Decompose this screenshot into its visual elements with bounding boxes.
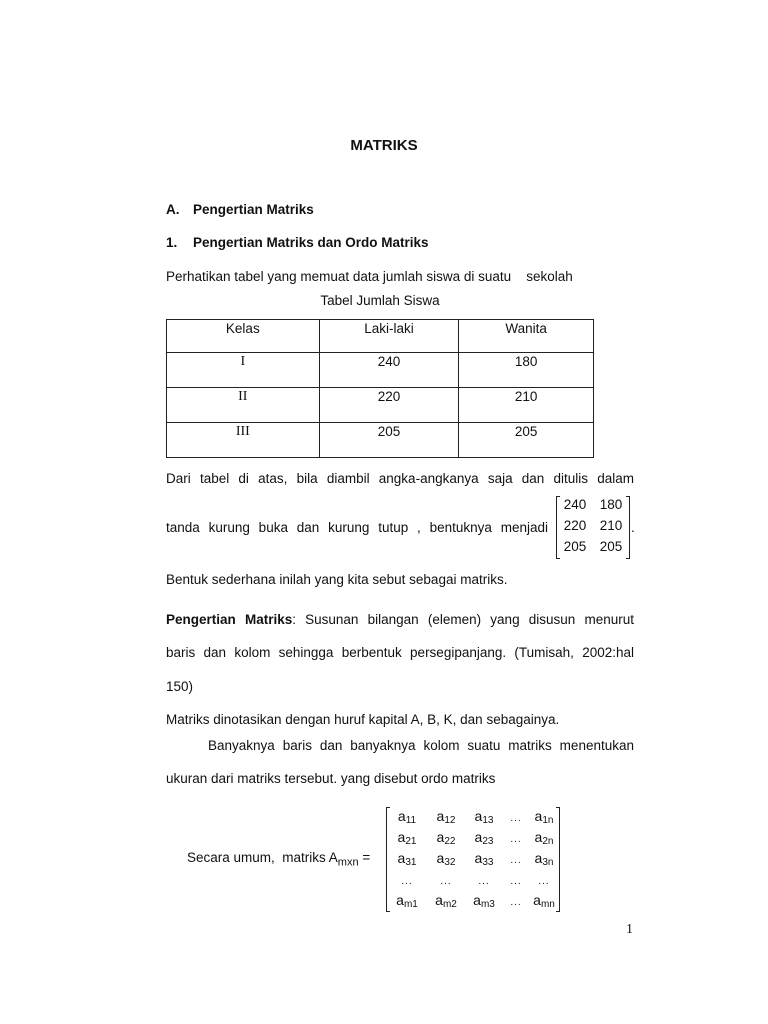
matrix-cell: ... (510, 876, 522, 887)
table-row (167, 353, 594, 388)
paragraph-text: Bentuk sederhana inilah yang kita sebut sebagai matriks. (166, 572, 508, 587)
paragraph-line: Banyaknya baris dan banyaknya kolom suatu matriks menentukan (208, 738, 634, 753)
table-row (167, 388, 594, 423)
table-cell: 240 (319, 353, 459, 388)
table-cell: I (167, 353, 320, 388)
table-cell: 205 (459, 423, 594, 458)
matrix-cell: $a_{11}$ (397, 808, 417, 826)
matrix-cell: $a_{3n}$ (534, 850, 554, 868)
matrix-cell: 205 (599, 539, 623, 554)
matrix-cell: $a_{2n}$ (534, 829, 554, 847)
table-header-row (167, 320, 594, 353)
matrix-cell: 210 (599, 518, 623, 533)
page-number: 1 (626, 922, 633, 937)
paragraph-line: tanda kurung buka dan kurung tutup , bentuknya menjadi (166, 520, 548, 535)
matrix-cell: $a_{13}$ (474, 808, 494, 826)
table-cell: 210 (459, 388, 594, 423)
matrix-cell: ... (401, 876, 413, 887)
subsection-heading (166, 235, 429, 250)
matrix-cell: 240 (563, 497, 587, 512)
matrix-cell: 180 (599, 497, 623, 512)
matrix-cell: ... (538, 876, 550, 887)
table-cell: III (167, 423, 320, 458)
equals-sign: = (362, 850, 371, 865)
subsection-title: Pengertian Matriks dan Ordo Matriks (193, 235, 429, 250)
matrix-cell: $a_{32}$ (436, 850, 456, 868)
general-label-text: Secara umum, matriks A (187, 850, 338, 865)
paragraph-line: Dari tabel di atas, bila diambil angka-angkanya saja dan ditulis dalam (166, 471, 634, 486)
matrix-cell: $a_{22}$ (436, 829, 456, 847)
matrix-cell: 220 (563, 518, 587, 533)
section-heading (166, 202, 314, 217)
matrix-cell: $a_{12}$ (436, 808, 456, 826)
matrix-cell: $a_{m1}$ (396, 892, 418, 910)
matrix-cell: $a_{21}$ (397, 829, 417, 847)
intro-text: Perhatikan tabel yang memuat data jumlah siswa di suatu sekolah (166, 269, 573, 284)
matrix-cell: $a_{1n}$ (534, 808, 554, 826)
student-table (166, 319, 594, 458)
definition-line: 150) (166, 679, 194, 694)
paragraph-text: Matriks dinotasikan dengan huruf kapital A, B, K, dan sebagainya. (166, 712, 560, 727)
matrix-cell: ... (478, 876, 490, 887)
matrix-cell: ... (510, 834, 522, 845)
definition-line (166, 612, 634, 627)
matrix-cell: $a_{33}$ (474, 850, 494, 868)
matrix-cell: ... (510, 897, 522, 908)
header-cell: Laki-laki (319, 320, 459, 353)
header-cell: Kelas (167, 320, 320, 353)
definition-line: baris dan kolom sehingga berbentuk persegipanjang. (Tumisah, 2002:hal (166, 645, 634, 660)
paragraph-line: ukuran dari matriks tersebut. yang disebut ordo matriks (166, 771, 496, 786)
subsection-number: 1. (166, 235, 178, 250)
matrix-cell: $a_{m3}$ (473, 892, 495, 910)
matrix-cell: $a_{31}$ (397, 850, 417, 868)
matrix-cell: ... (440, 876, 452, 887)
matrix-example (556, 496, 630, 559)
page-title: MATRIKS (350, 137, 418, 154)
order-subscript: mxn (337, 856, 359, 869)
section-title: Pengertian Matriks (193, 202, 314, 217)
definition-text: : Susunan bilangan (elemen) yang disusun menurut (292, 612, 634, 627)
general-matrix-label (187, 850, 370, 869)
definition-term: Pengertian Matriks (166, 612, 293, 627)
table-row (167, 423, 594, 458)
header-cell: Wanita (459, 320, 594, 353)
table-cell: 180 (459, 353, 594, 388)
table-caption: Tabel Jumlah Siswa (320, 293, 440, 308)
matrix-cell: 205 (563, 539, 587, 554)
matrix-cell: ... (510, 813, 522, 824)
matrix-period: . (631, 520, 635, 535)
matrix-cell: $a_{mn}$ (533, 892, 555, 910)
table-cell: 220 (319, 388, 459, 423)
matrix-cell: $a_{m2}$ (435, 892, 457, 910)
matrix-cell: $a_{23}$ (474, 829, 494, 847)
general-matrix (386, 807, 560, 912)
table-cell: II (167, 388, 320, 423)
matrix-cell: ... (510, 855, 522, 866)
table-cell: 205 (319, 423, 459, 458)
section-letter: A. (166, 202, 180, 217)
